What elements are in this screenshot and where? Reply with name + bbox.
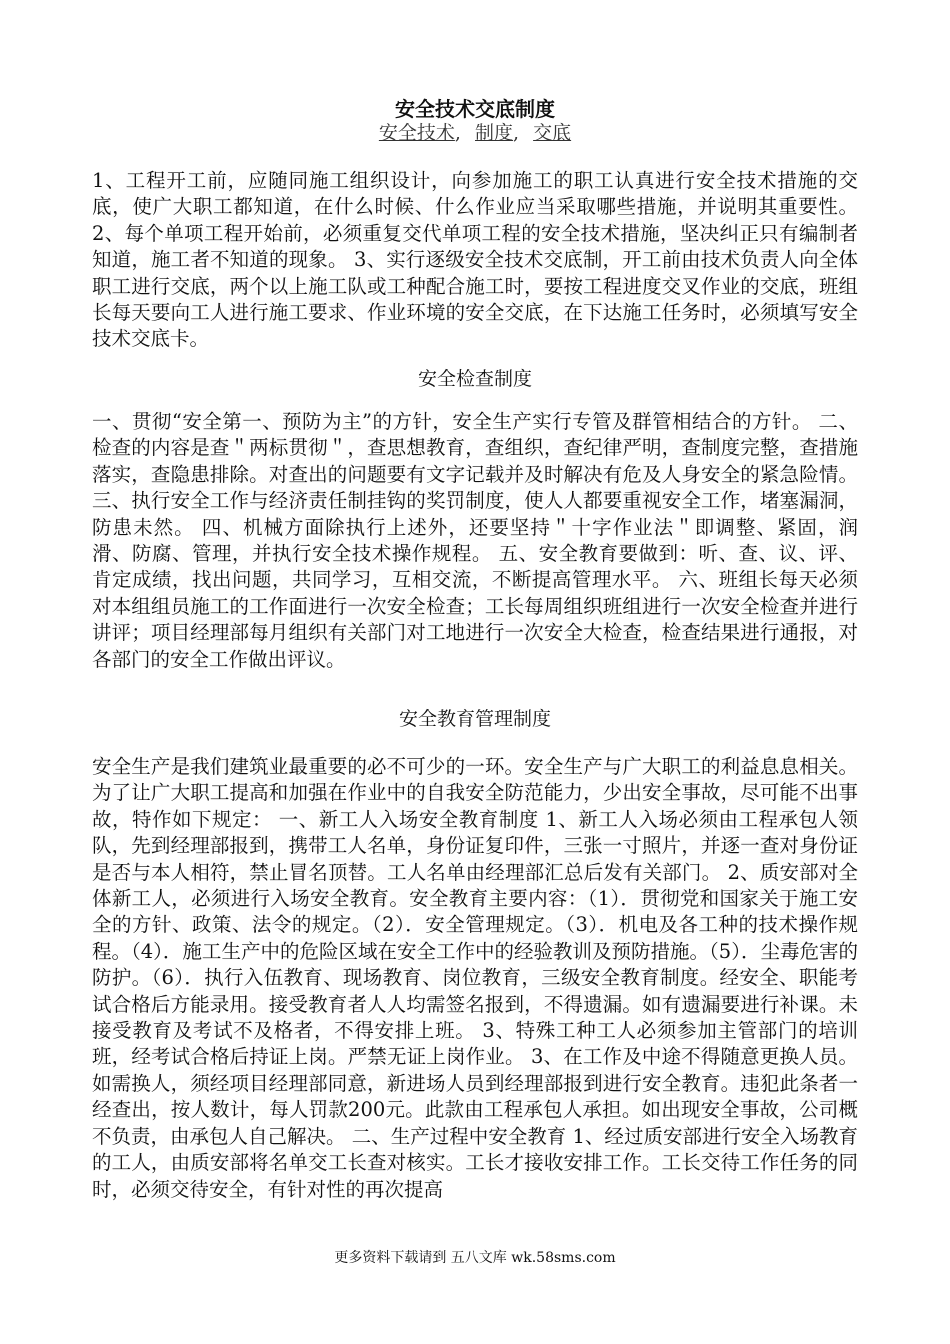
section-heading-safety-education: 安全教育管理制度 <box>398 708 551 730</box>
keyword-separator: , <box>513 122 520 144</box>
page-footer: 更多资料下载请到 五八文库 wk.58sms.com <box>334 1250 616 1266</box>
keyword-list <box>0 120 950 146</box>
keyword-link[interactable]: 安全技术 <box>378 122 455 144</box>
section-heading-safety-inspection: 安全检查制度 <box>417 368 532 390</box>
keyword-separator: , <box>454 122 461 144</box>
section-body-safety-education: 安全生产是我们建筑业最重要的必不可少的一环。安全生产与广大职工的利益息息相关。为了让广大职工提高和加强在作业中的自我安全防范能力，少出安全事故，尽可能不出事故，特作如下规定： 一、新工人入场安全教育制度 1、新工人入场必须由工程承包人领队，先到经理部报到，携带工人名单，身份证复印件，三张一寸照片，并逐一查对身份证是否与本人相符，禁止冒名顶替。工人名单由经理部汇总后发有关部门。 2、质安部对全体新工人，必须进行入场安全教育。安全教育主要内容：（1）．贯彻党和国家关于施工安全的方针、政策、法令的规定。（2）．安全管理规定。（3）．机电及各工种的技术操作规程。（4）．施工生产中的危险区域在安全工作中的经验教训及预防措施。（5）．尘毒危害的防护。（6）．执行入伍教育、现场教育、岗位教育，三级安全教育制度。经安全、职能考试合格后方能录用。接受教育者人人均需签名报到，不得遗漏。如有遗漏要进行补课。未接受教育及考试不及格者，不得安排上班。 3、特殊工种工人必须参加主管部门的培训班，经考试合格后持证上岗。严禁无证上岗作业。 3、在工作及中途不得随意更换人员。如需换人，须经项目经理部同意，新进场人员到经理部报到进行安全教育。违犯此条者一经查出，按人数计，每人罚款200元。此款由工程承包人承担。如出现安全事故，公司概不负责，由承包人自己解决。 二、生产过程中安全教育 1、经过质安部进行安全入场教育的工人，由质安部将名单交工长查对核实。工长才接收安排工作。工长交待工作任务的同时，必须交待安全，有针对性的再次提高 <box>92 755 858 1201</box>
keyword-link[interactable]: 交底 <box>533 122 572 144</box>
section-body-safety-inspection: 一、贯彻“安全第一、预防为主”的方针，安全生产实行专管及群管相结合的方针。 二、检查的内容是查＂两标贯彻＂，查思想教育，查组织，查纪律严明，查制度完整，查措施落实，查隐患排除。对查出的问题要有文字记载并及时解决有危及人身安全的紧急险情。 三、执行安全工作与经济责任制挂钩的奖罚制度，使人人都要重视安全工作，堵塞漏洞，防患未然。 四、机械方面除执行上述外，还要坚持＂十字作业法＂即调整、紧固，润滑、防腐、管理，并执行安全技术操作规程。 五、安全教育要做到：听、查、议、评、肯定成绩，找出问题，共同学习，互相交流，不断提高管理水平。 六、班组长每天必须对本组组员施工的工作面进行一次安全检查；工长每周组织班组进行一次安全检查并进行讲评；项目经理部每月组织有关部门对工地进行一次安全大检查，检查结果进行通报，对各部门的安全工作做出评议。 <box>92 410 858 671</box>
document-title: 安全技术交底制度 <box>395 97 555 121</box>
keyword-link[interactable]: 制度 <box>474 122 513 144</box>
section-body-technical-briefing: 1、工程开工前，应随同施工组织设计，向参加施工的职工认真进行安全技术措施的交底，使广大职工都知道，在什么时候、什么作业应当采取哪些措施，并说明其重要性。 2、每个单项工程开始前，必须重复交代单项工程的安全技术措施，坚决纠正只有编制者知道，施工者不知道的现象。 3、实行逐级安全技术交底制，开工前由技术负责人向全体职工进行交底，两个以上施工队或工种配合施工时，要按工程进度交叉作业的交底，班组长每天要向工人进行施工要求、作业环境的安全交底，在下达施工任务时，必须填写安全技术交底卡。 <box>92 169 858 351</box>
